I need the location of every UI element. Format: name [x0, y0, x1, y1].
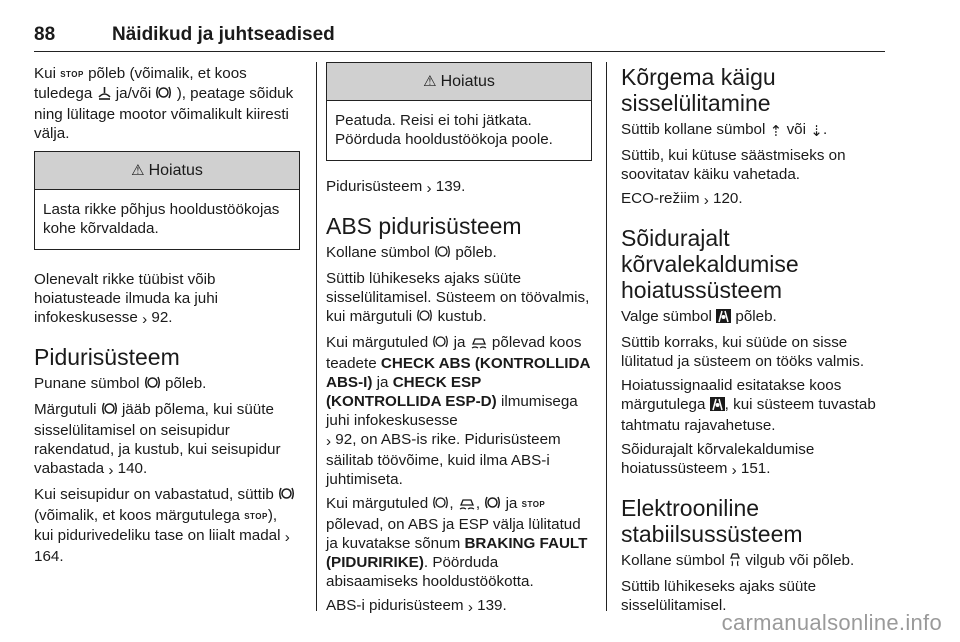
- reference-arrow-icon: ›: [326, 433, 332, 450]
- paragraph-margutuled-2: Kui märgutuled , , ja STOP põlevad, on ABS ja ESP välja lülitatud ja kuvatakse sõnum BRAKING FAULT (PIDURIRIKE). Pöörduda abisaamiseks hooldustöökotta.: [326, 495, 588, 590]
- paragraph-suttib: Süttib lühikeseks ajaks süüte sisselülitamisel. Süsteem on töövalmis, kui märgutuli kustub.: [326, 269, 592, 328]
- paragraph-eco: ECO-režiim › 120.: [621, 190, 743, 209]
- paragraph-kaik-desc: Süttib, kui kütuse säästmiseks on soovitatav käiku vahetada.: [621, 147, 846, 183]
- stop-icon: STOP: [60, 70, 84, 79]
- reference-arrow-icon: ›: [703, 192, 709, 209]
- heading-pidurisusteem: Pidurisüsteem: [34, 344, 180, 370]
- warning-box-2: [326, 62, 592, 161]
- warning-triangle-icon: ⚠: [423, 73, 437, 90]
- paragraph-punane: Punane sümbol põleb.: [34, 374, 300, 395]
- warning-body: Peatuda. Reisi ei tohi jätkata. Pöörduda hooldustöökoja poole.: [335, 112, 553, 148]
- heading-kaik: Kõrgema käigu sisselülitamine: [621, 64, 776, 116]
- page-header: [34, 18, 885, 52]
- reference-arrow-icon: ›: [284, 529, 290, 546]
- watermark: carmanualsonline.info: [721, 610, 942, 635]
- abs-icon: [416, 308, 433, 328]
- lane-departure-icon: [716, 309, 731, 328]
- brake-warning-icon: [155, 85, 172, 105]
- page-number: 88: [34, 24, 56, 45]
- warning-triangle-icon: ⚠: [131, 162, 145, 179]
- column-3: [621, 52, 887, 620]
- heading-abs: ABS pidurisüsteem: [326, 213, 522, 239]
- heading-esp: Elektrooniline stabiilsussüsteem: [621, 495, 803, 547]
- column-2: [326, 62, 592, 622]
- paragraph-hoiatus: Hoiatussignaalid esitatakse koos märgutulega , kui süsteem tuvastab tahtmatu rajavahetuse.: [621, 377, 876, 434]
- reference-arrow-icon: ›: [467, 599, 473, 616]
- brake-warning-icon: [144, 375, 161, 395]
- esp-icon: [729, 552, 741, 572]
- abs-icon: [434, 244, 451, 264]
- column-1: [34, 64, 300, 571]
- warning-box-1: [34, 151, 300, 250]
- column-divider-1: [316, 62, 317, 611]
- paragraph-kui-seisupidur: Kui seisupidur on vabastatud, süttib (võimalik, et koos märgutulega STOP), kui pidurivedeliku tase on liialt madal › 164.: [34, 485, 300, 566]
- warning-header: ⚠ Hoiatus: [35, 152, 299, 190]
- abs-icon: [432, 334, 449, 354]
- paragraph-korraks: Süttib korraks, kui süüde on sisse lülitatud ja süsteem on tööks valmis.: [621, 334, 865, 370]
- paragraph-esp-suttib: Süttib lühikeseks ajaks süüte sisselülitamisel.: [621, 578, 817, 614]
- brake-warning-icon: [484, 495, 501, 515]
- paragraph-kollane-kaik: Süttib kollane sümbol ⇡ või ⇣.: [621, 121, 828, 140]
- esp-icon: [458, 496, 476, 515]
- abs-icon: [432, 495, 449, 515]
- heading-soidurajalt: Sõidurajalt kõrvalekaldumise hoiatussüsteem: [621, 225, 799, 303]
- paragraph-kollane: Kollane sümbol põleb.: [326, 243, 592, 264]
- warning-header: ⚠ Hoiatus: [327, 63, 591, 101]
- brake-warning-icon: [278, 486, 295, 506]
- intro-paragraph: Kui STOP põleb (võimalik, et koos tuledega ja/või ), peatage sõiduk ning lülitage mootor võimalikult kiiresti välja.: [34, 65, 294, 142]
- brake-pad-icon: [97, 86, 112, 105]
- stop-icon: STOP: [521, 500, 546, 509]
- running-head-title: Näidikud ja juhtseadised: [112, 24, 335, 45]
- reference-arrow-icon: ›: [731, 462, 737, 479]
- paragraph-pidurisusteem-ref: Pidurisüsteem › 139.: [326, 178, 466, 197]
- paragraph-margutuli: Märgutuli jääb põlema, kui süüte sisselülitamisel on seisupidur rakendatud, ja kustub, kui seisupidur vabastada › 140.: [34, 401, 281, 479]
- reference-arrow-icon: ›: [108, 462, 114, 479]
- paragraph-lane-ref: Sõidurajalt kõrvalekaldumise hoiatussüsteem › 151.: [621, 441, 815, 479]
- paragraph-esp-kollane: Kollane sümbol vilgub või põleb.: [621, 551, 887, 572]
- paragraph-olenevalt: Olenevalt rikke tüübist võib hoiatusteade ilmuda ka juhi infokeskusesse › 92.: [34, 271, 219, 328]
- shift-down-icon: ⇣: [810, 123, 823, 140]
- paragraph-valge: Valge sümbol põleb.: [621, 307, 887, 328]
- lane-departure-icon: [710, 397, 725, 416]
- stop-icon: STOP: [244, 512, 268, 521]
- warning-body: Lasta rikke põhjus hooldustöökojas kohe kõrvaldada.: [43, 201, 280, 237]
- brake-warning-icon: [101, 401, 118, 421]
- reference-arrow-icon: ›: [426, 180, 432, 197]
- shift-up-icon: ⇡: [769, 123, 783, 140]
- paragraph-abs-ref: ABS-i pidurisüsteem › 139.: [326, 597, 507, 616]
- reference-arrow-icon: ›: [142, 311, 148, 328]
- esp-icon: [470, 335, 488, 354]
- column-divider-2: [606, 62, 607, 611]
- paragraph-margutuled: Kui märgutuled ja põlevad koos teadete CHECK ABS (KONTROLLIDA ABS-I) ja CHECK ESP (KONTROLLIDA ESP-D) ilmumisega juhi infokeskusesse › 92, on ABS-is rike. Pidurisüsteem säilitab töövõime, kuid ilma ABS-i juhtimiseta.: [326, 334, 590, 488]
